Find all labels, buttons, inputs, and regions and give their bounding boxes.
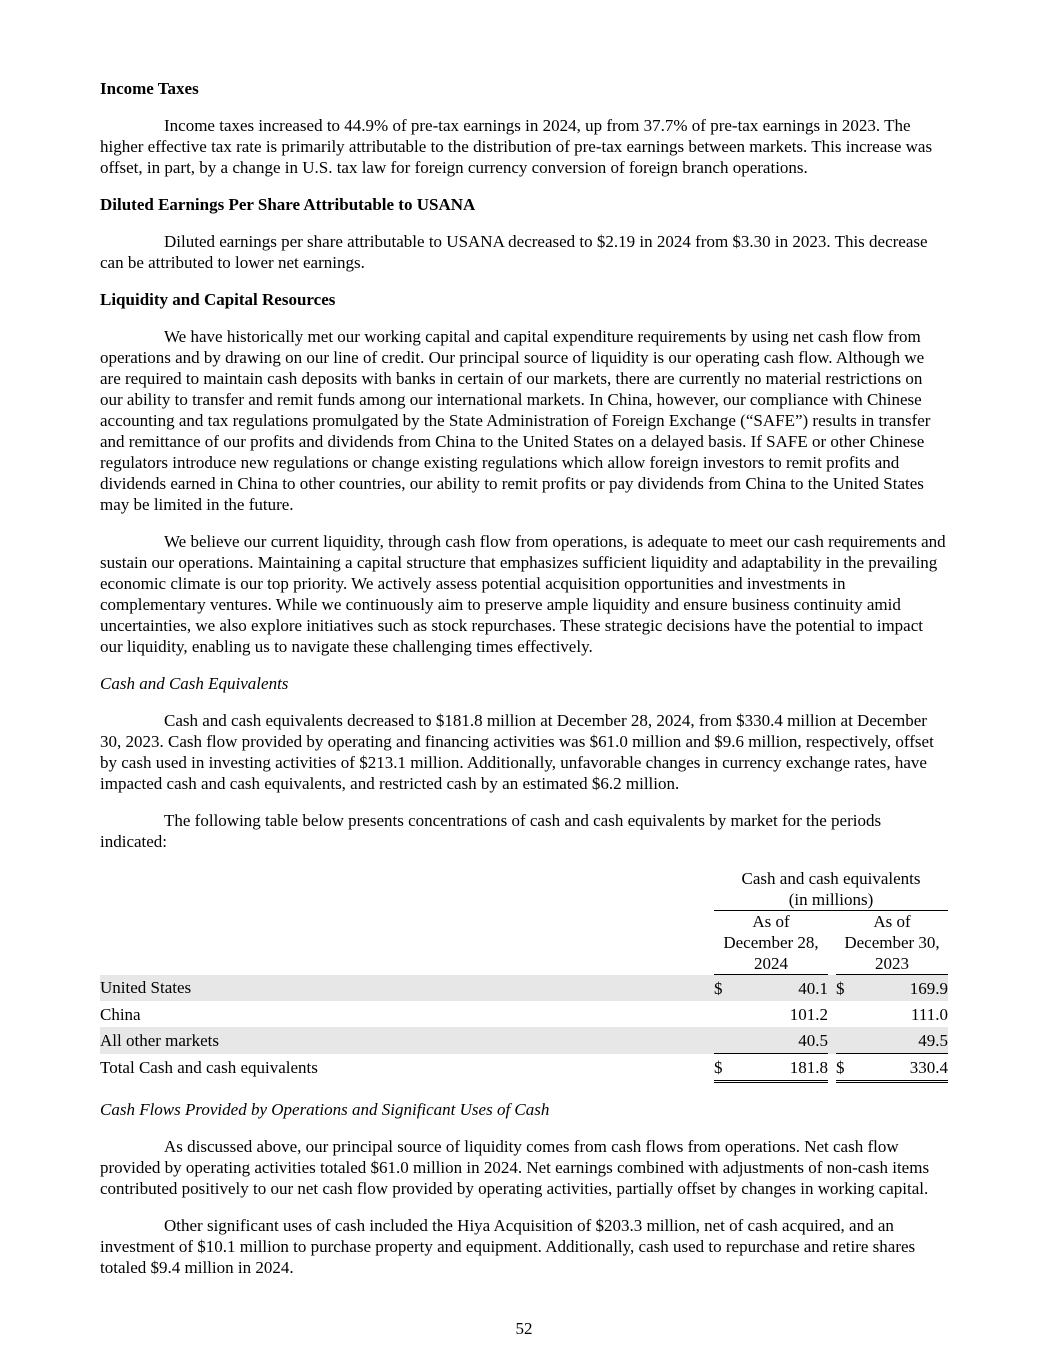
dollar-sign: $ — [836, 975, 860, 1002]
table-row-china — [100, 1001, 948, 1027]
row-label: All other markets — [100, 1027, 714, 1054]
dollar-sign: $ — [836, 1054, 860, 1082]
dollar-sign — [714, 1027, 738, 1054]
table-row-all-other-markets — [100, 1027, 948, 1054]
paragraph-cash-equivalents-1: Cash and cash equivalents decreased to $181.8 million at December 28, 2024, from $330.4 million at December 30, 2023. Cash flow provided by operating and financing activities was $61.0 million and $9.6 million, respectively, offset by cash used in investing activities of $213.1 million. Additionally, unfavorable changes in currency exchange rates, have impacted cash and cash equivalents, and restricted cash by an estimated $6.2 million. — [100, 711, 934, 793]
paragraph-diluted-eps: Diluted earnings per share attributable to USANA decreased to $2.19 in 2024 from $3.30 in 2023. This decrease can be attributed to lower net earnings. — [100, 232, 928, 272]
paragraph-cash-flows-1: As discussed above, our principal source of liquidity comes from cash flows from operations. Net cash flow provided by operating activities totaled $61.0 million in 2024. Net earnings combined with adjustments of non-cash items contributed positively to our net cash flow provided by operating activities, partially offset by changes in working capital. — [100, 1137, 930, 1198]
value-2023: 169.9 — [860, 975, 948, 1002]
value-2024: 181.8 — [738, 1054, 828, 1082]
paragraph-cash-flows-2: Other significant uses of cash included the Hiya Acquisition of $203.3 million, net of cash acquired, and an investment of $10.1 million to purchase property and equipment. Additionally, cash used to repurchase and retire shares totaled $9.4 million in 2024. — [100, 1216, 916, 1277]
table-row-total — [100, 1054, 948, 1082]
value-2024: 40.5 — [738, 1027, 828, 1054]
value-2023: 111.0 — [911, 1004, 949, 1024]
column-header-2024: As of December 28, 2024 — [714, 911, 828, 975]
heading-liquidity-capital-resources: Liquidity and Capital Resources — [100, 290, 336, 309]
paragraph-cash-equivalents-2: The following table below presents concentrations of cash and cash equivalents by market for the periods indicated: — [100, 811, 882, 851]
column-header-2023: As of December 30, 2023 — [836, 911, 948, 975]
value-2023: 49.5 — [860, 1027, 948, 1054]
cash-equivalents-table — [100, 868, 948, 1083]
table-title — [714, 868, 948, 911]
paragraph-income-taxes: Income taxes increased to 44.9% of pre-tax earnings in 2024, up from 37.7% of pre-tax earnings in 2023. The higher effective tax rate is primarily attributable to the distribution of pre-tax earnings between markets. This increase was offset, in part, by a change in U.S. tax law for foreign currency conversion of foreign branch operations. — [100, 116, 933, 177]
row-label: Total Cash and cash equivalents — [100, 1058, 318, 1077]
table-title-row — [100, 868, 948, 911]
heading-cash-and-cash-equivalents: Cash and Cash Equivalents — [100, 674, 289, 693]
heading-income-taxes: Income Taxes — [100, 79, 199, 98]
row-label: United States — [100, 975, 714, 1002]
paragraph-liquidity-2: We believe our current liquidity, through cash flow from operations, is adequate to meet our cash requirements and sustain our operations. Maintaining a capital structure that emphasizes sufficient liquidity and adaptability in the prevailing economic climate is our top priority. We actively assess potential acquisition opportunities and investments in complementary ventures. While we continuously aim to preserve ample liquidity and ensure business continuity amid uncertainties, we also explore initiatives such as stock repurchases. These strategic decisions have the potential to impact our liquidity, enabling us to navigate these challenging times effectively. — [100, 532, 946, 656]
row-label: China — [100, 1004, 141, 1024]
heading-cash-flows: Cash Flows Provided by Operations and Significant Uses of Cash — [100, 1100, 550, 1119]
paragraph-liquidity-1: We have historically met our working capital and capital expenditure requirements by using net cash flow from operations and by drawing on our line of credit. Our principal source of liquidity is our operating cash flow. Although we are required to maintain cash deposits with banks in certain of our markets, there are currently no material restrictions on our ability to transfer and remit funds among our international markets. In China, however, our compliance with Chinese accounting and tax regulations promulgated by the State Administration of Foreign Exchange (“SAFE”) results in transfer and remittance of our profits and dividends from China to the United States on a delayed basis. If SAFE or other Chinese regulators introduce new regulations or change existing regulations which allow foreign investors to remit profits and dividends earned in China to other countries, our ability to remit profits or pay dividends from China to the United States may be limited in the future. — [100, 327, 931, 514]
value-2023: 330.4 — [860, 1054, 948, 1082]
heading-diluted-eps: Diluted Earnings Per Share Attributable to USANA — [100, 195, 476, 214]
dollar-sign: $ — [714, 1054, 738, 1082]
page-number: 52 — [515, 1319, 533, 1338]
table-column-header-row — [100, 911, 948, 975]
table-row-united-states — [100, 975, 948, 1002]
value-2024: 40.1 — [738, 975, 828, 1002]
dollar-sign — [836, 1001, 860, 1027]
table-title-line2: (in millions) — [788, 890, 874, 909]
dollar-sign — [714, 1001, 738, 1027]
table-title-line1: Cash and cash equivalents — [741, 869, 921, 888]
value-2024: 101.2 — [789, 1004, 828, 1024]
dollar-sign — [836, 1027, 860, 1054]
dollar-sign: $ — [714, 975, 738, 1002]
